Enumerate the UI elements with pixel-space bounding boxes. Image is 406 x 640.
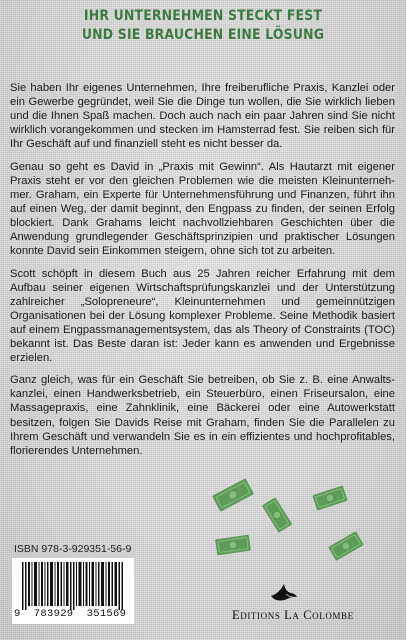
- falling-banknote-5: [326, 529, 366, 563]
- barcode: [12, 558, 134, 624]
- falling-banknote-2: [257, 495, 297, 535]
- headline-line-2: UND SIE BRAUCHEN EINE LÖSUNG: [81, 27, 325, 43]
- blurb-paragraph-4: Ganz gleich, was für ein Geschäft Sie betreiben, ob Sie z. B. eine Anwaltskanzlei, einen Handwerksbetrieb, ein Steuerbüro, einen Friseursalon, eine Massagepraxis, eine Zahnklinik, eine Bäckerei oder eine Autowerkstatt besitzen, folgen Sie Davids Reise mit Graham, finden Sie die Parallelen zu Ihrem Geschäft und verwandeln Sie es in ein effizientes und hochprofitables, florierendes Unternehmen.: [10, 374, 395, 457]
- blurb-paragraph-1: Sie haben Ihr eigenes Unternehmen, Ihre freiberufliche Praxis, Kanzlei oder ein Gewerbe gegründet, weil Sie die Dinge tun wollen, die Sie wirklich lieben und die Ihnen Spaß machen. Doch auch nach ein paar Jahren sind Sie nicht wirklich vorangekommen und stecken im Hamsterrad fest. Sie reiben sich für Ihr Geschäft auf und finanziell steht es nicht besser da.: [10, 82, 395, 151]
- blurb-text: [10, 81, 395, 466]
- headline: [28, 7, 377, 45]
- falling-banknote-4: [212, 528, 254, 562]
- barcode-bars: [22, 562, 126, 610]
- dove-logo-icon: [269, 582, 299, 604]
- barcode-digits: 9 783929 351569: [14, 608, 127, 620]
- headline-line-1: IHR UNTERNEHMEN STECKT FEST: [83, 8, 323, 24]
- blurb-paragraph-3: Scott schöpft in diesem Buch aus 25 Jahren reicher Erfahrung mit dem Aufbau seiner eigenen Wirtschaftsprüfungskanzlei und der Unterstützung zahlreicher „Solopreneure“, Kleinunternehmen und gemeinnützigen Organisationen bei der Lösung komplexer Probleme. Seine Methodik basiert auf einem Engpassmanagementsystem, das als Theory of Constraints (TOC) bekannt ist. Das Beste daran ist: Jeder kann es anwenden und Ergebnisse erzielen.: [10, 267, 395, 364]
- publisher-name: Editions La Colombe: [232, 608, 354, 622]
- blurb-paragraph-2: Genau so geht es David in „Praxis mit Gewinn“. Als Hautarzt mit eigener Praxis steht er vor den gleichen Problemen wie die meisten Kleinunternehmer. Graham, ein Experte für Unternehmensführung und Finanzen, führt ihn auf einen Weg, der damit beginnt, den Engpass zu finden, der seinen Erfolg blockiert. Dank Grahams leicht nachvollziehbaren Geschichten über die Anwendung grundlegender Geschäftsprinzipien und praktischer Lösungen konnte David sein Einkommen steigern, ohne sich tot zu arbeiten.: [10, 160, 395, 258]
- falling-banknote-1: [210, 478, 256, 512]
- falling-banknote-3: [310, 480, 350, 516]
- isbn-number: ISBN 978-3-929351-56-9: [14, 543, 132, 555]
